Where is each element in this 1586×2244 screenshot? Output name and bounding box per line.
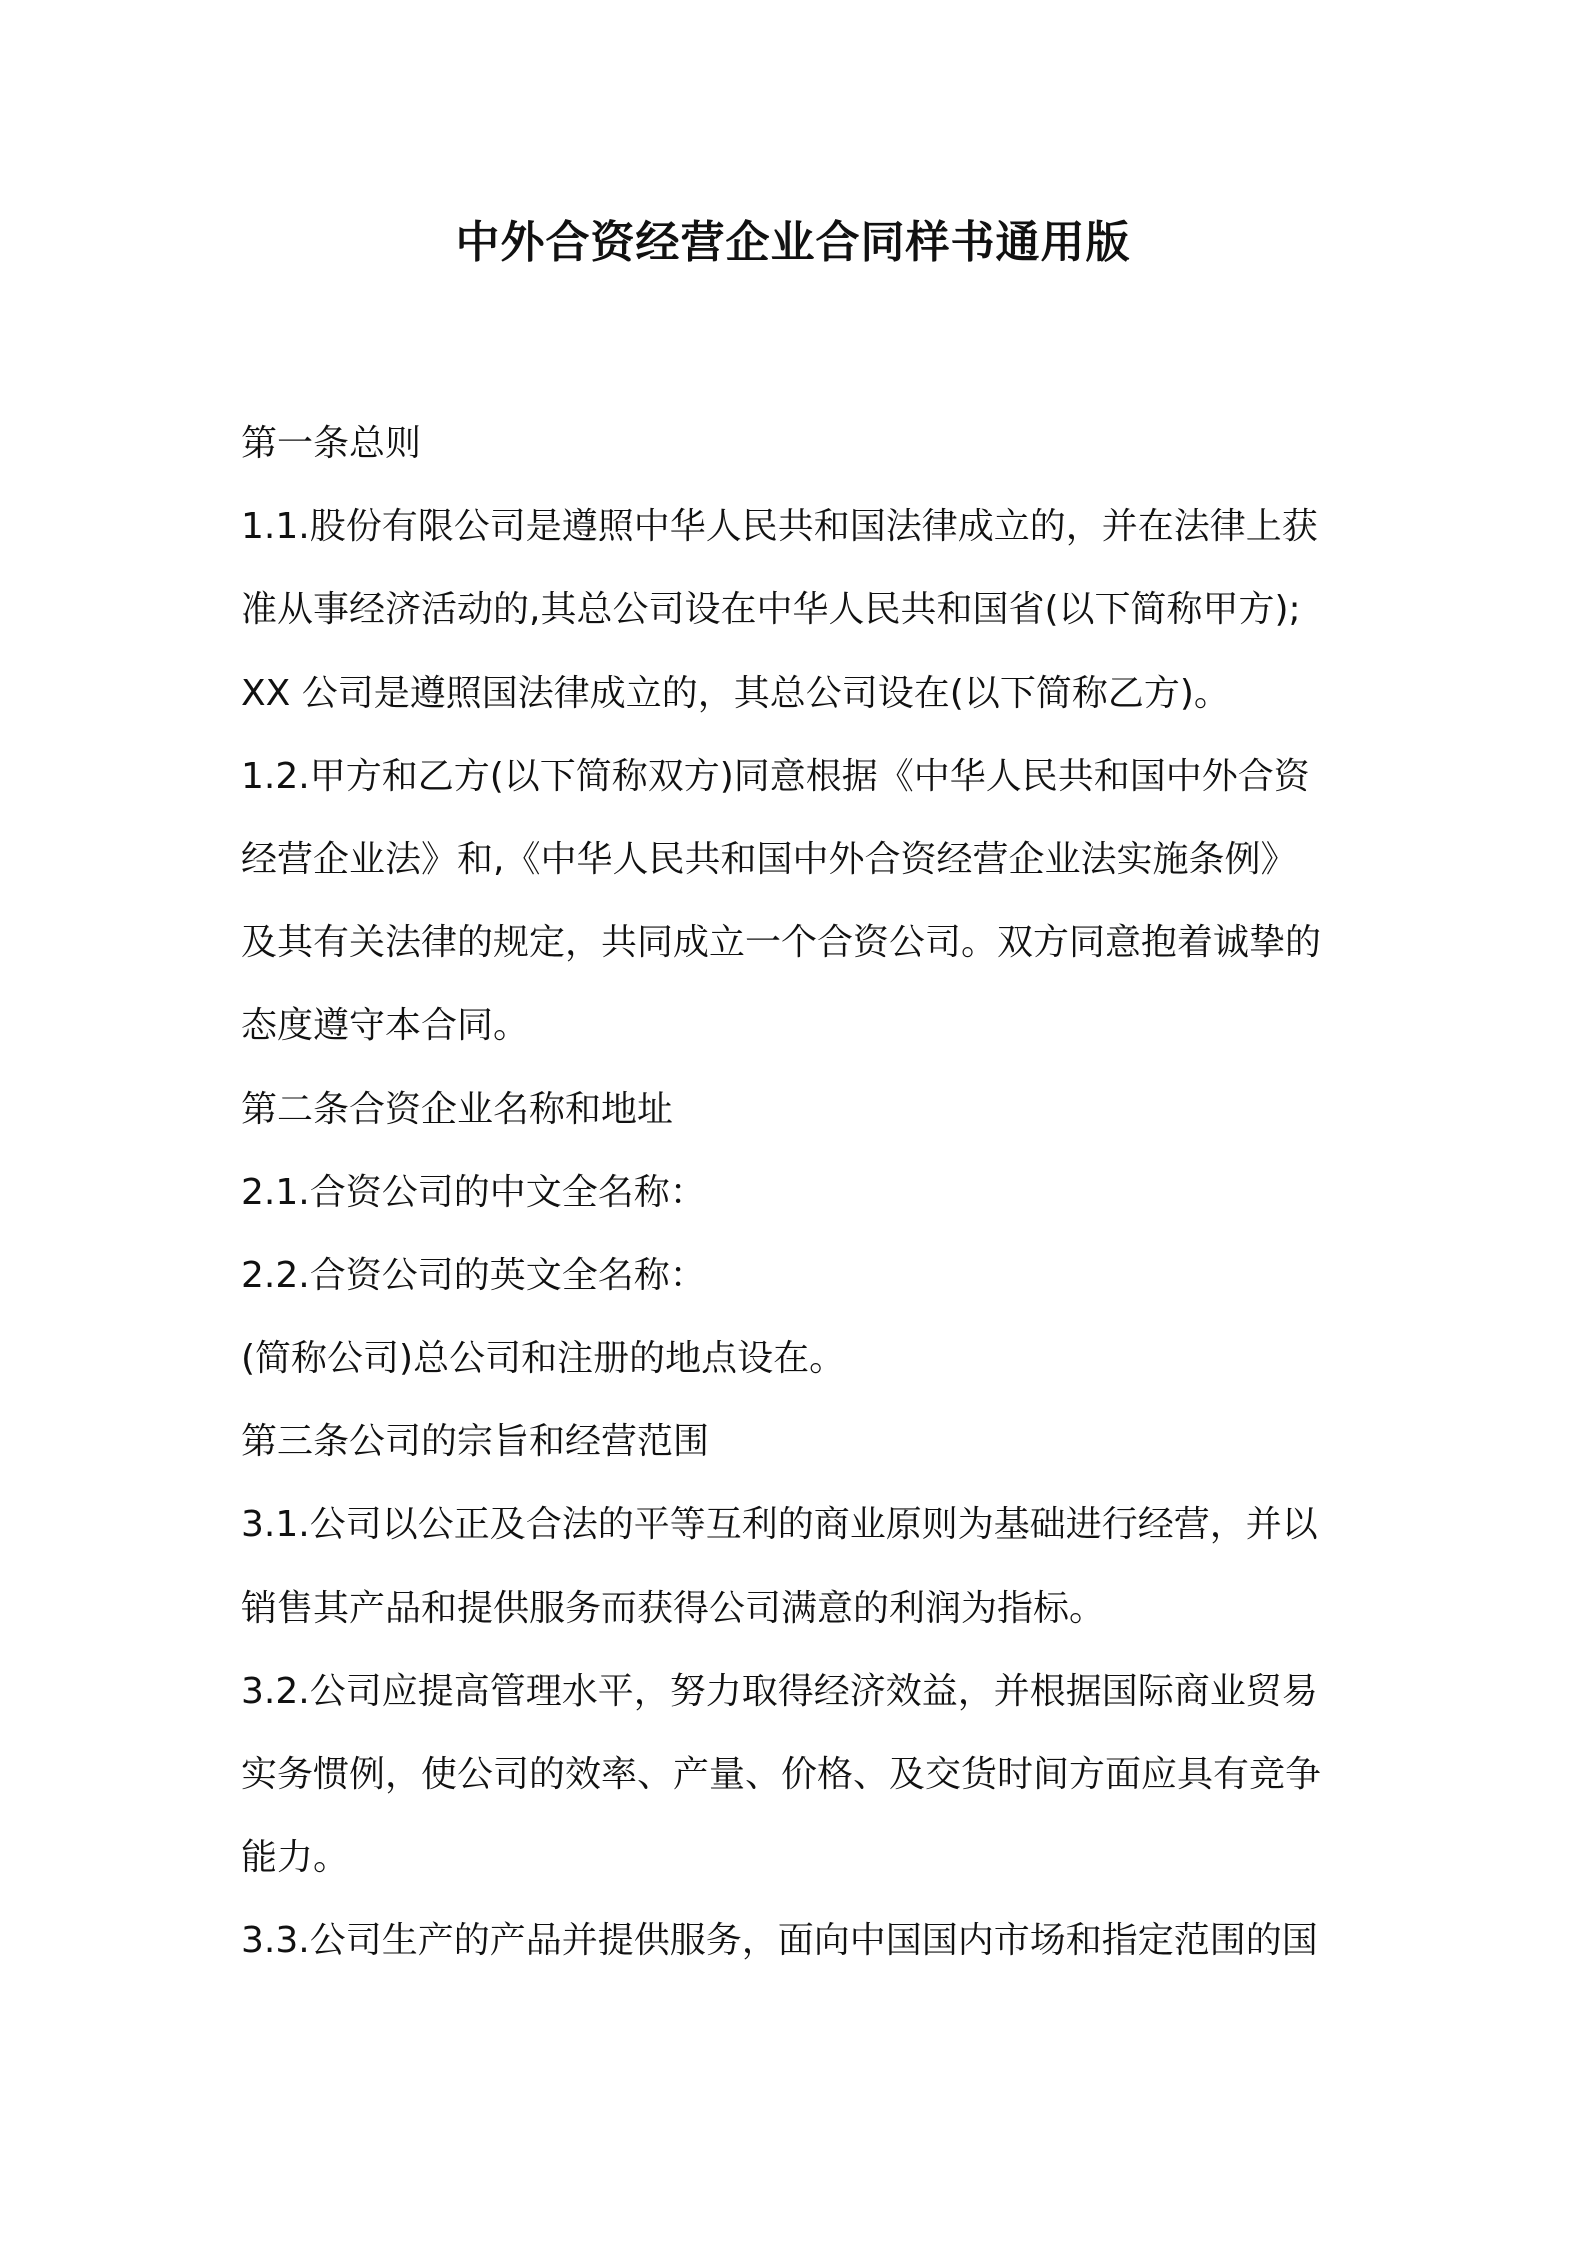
section-heading-1: 第一条总则	[241, 423, 422, 464]
clause-3-1-line-1: 3.1.公司以公正及合法的平等互利的商业原则为基础进行经营，并以	[241, 1504, 1318, 1546]
clause-1-1-line-1: 1.1.股份有限公司是遵照中华人民共和国法律成立的，并在法律上获	[241, 506, 1318, 548]
clause-3-3-line-1: 3.3.公司生产的产品并提供服务，面向中国国内市场和指定范围的国	[241, 1920, 1318, 1962]
clause-1-2-line-1: 1.2.甲方和乙方(以下简称双方)同意根据《中华人民共和国中外合资	[241, 755, 1310, 797]
clause-1-1-line-3: XX 公司是遵照国法律成立的，其总公司设在(以下简称乙方)。	[241, 672, 1230, 714]
clause-2-2: 2.2.合资公司的英文全名称：	[241, 1254, 706, 1296]
clause-2-1: 2.1.合资公司的中文全名称：	[241, 1171, 706, 1213]
document-title: 中外合资经营企业合同样书通用版	[455, 217, 1131, 268]
clause-1-2-line-2: 经营企业法》和,《中华人民共和国中外合资经营企业法实施条例》	[241, 838, 1297, 880]
clause-3-1-line-2: 销售其产品和提供服务而获得公司满意的利润为指标。	[241, 1587, 1106, 1629]
clause-1-1-line-2: 准从事经济活动的,其总公司设在中华人民共和国省(以下简称甲方);	[241, 589, 1301, 631]
clause-3-2-line-3: 能力。	[241, 1837, 350, 1879]
section-heading-3: 第三条公司的宗旨和经营范围	[241, 1421, 710, 1463]
document-body	[241, 402, 1361, 1983]
section-heading-2: 第二条合资企业名称和地址	[241, 1088, 674, 1130]
clause-1-2-line-4: 态度遵守本合同。	[241, 1005, 530, 1047]
clause-3-2-line-1: 3.2.公司应提高管理水平，努力取得经济效益，并根据国际商业贸易	[241, 1670, 1318, 1712]
clause-2-2-continued: (简称公司)总公司和注册的地点设在。	[241, 1338, 846, 1380]
clause-1-2-line-3: 及其有关法律的规定，共同成立一个合资公司。双方同意抱着诚挚的	[241, 922, 1322, 964]
clause-3-2-line-2: 实务惯例，使公司的效率、产量、价格、及交货时间方面应具有竞争	[241, 1754, 1322, 1795]
